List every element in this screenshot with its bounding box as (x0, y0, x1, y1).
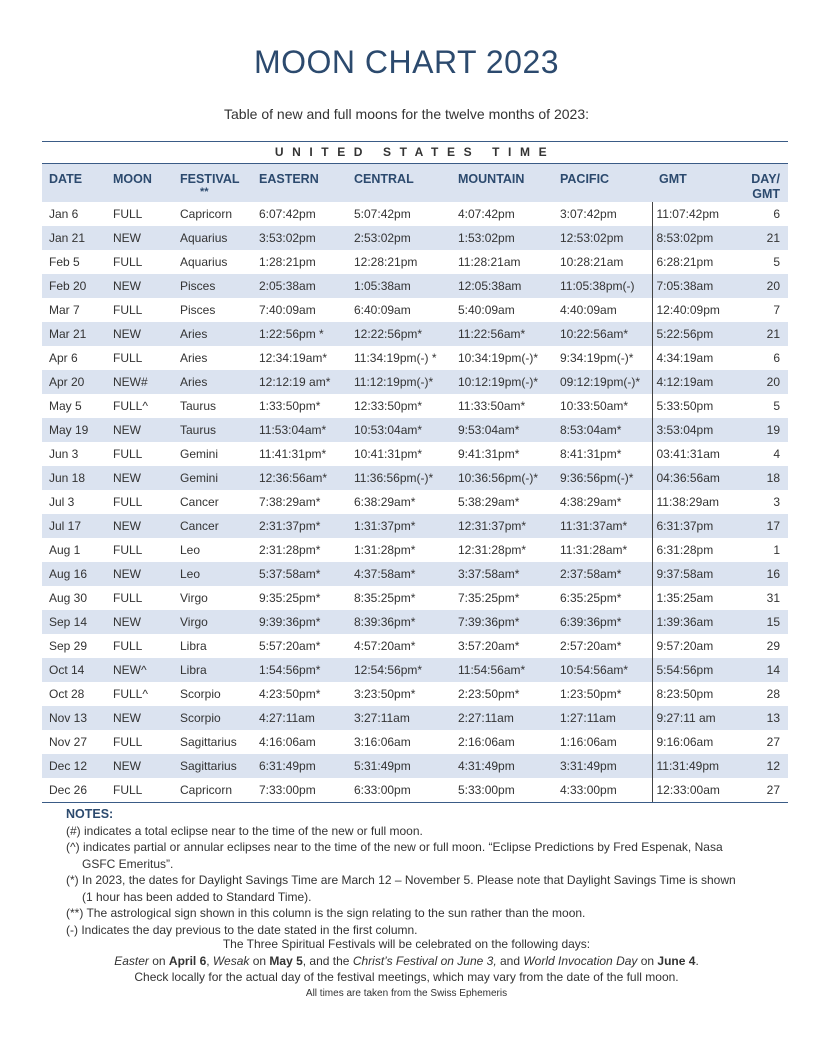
cell-pacific: 12:53:02pm (553, 226, 652, 250)
cell-eastern: 9:35:25pm* (259, 591, 321, 605)
cell-festival: Scorpio (180, 687, 221, 701)
cell-pacific: 3:31:49pm (553, 754, 652, 778)
cell-mountain: 9:53:04am* (451, 418, 553, 442)
header-gmt: GMT (652, 164, 742, 202)
cell-moon: FULL^ (113, 687, 148, 701)
cell-pacific: 11:05:38pm(-) (553, 274, 652, 298)
moon-table (42, 164, 788, 802)
cell-mountain: 10:34:19pm(-)* (458, 351, 539, 365)
cell-date: Mar 21 (42, 322, 106, 346)
cell-mountain: 2:27:11am (451, 706, 553, 730)
cell-mountain: 7:39:36pm* (451, 610, 553, 634)
cell-date: Sep 29 (49, 639, 88, 653)
cell-pacific: 4:38:29am* (560, 495, 622, 509)
cell-central: 12:54:56pm* (347, 658, 451, 682)
cell-moon: NEW (106, 754, 173, 778)
table-row (42, 610, 788, 634)
table-row (42, 586, 788, 610)
cell-gmt: 6:28:21pm (652, 250, 742, 274)
cell-pacific: 6:39:36pm* (553, 610, 652, 634)
table-header-row (42, 164, 788, 202)
cell-gmt: 8:23:50pm (652, 682, 742, 706)
cell-gmt: 6:31:28pm (652, 538, 742, 562)
cell-central: 12:22:56pm* (347, 322, 451, 346)
cell-gmt: 4:12:19am (652, 370, 742, 394)
note-astro-sign: (**) The astrological sign shown in this column is the sign relating to the sun rather than the moon. (66, 906, 586, 920)
cell-day: 27 (766, 735, 780, 749)
cell-mountain: 1:53:02pm (451, 226, 553, 250)
table-row (42, 250, 788, 274)
cell-date: Nov 13 (42, 706, 106, 730)
cell-pacific: 1:23:50pm* (560, 687, 622, 701)
cell-pacific: 1:27:11am (553, 706, 652, 730)
cell-pacific: 9:34:19pm(-)* (560, 351, 634, 365)
cell-central: 4:37:58am* (347, 562, 451, 586)
cell-day: 18 (742, 466, 788, 490)
cell-day: 5 (773, 255, 780, 269)
cell-gmt: 9:27:11 am (652, 706, 742, 730)
cell-date: May 5 (49, 399, 82, 413)
cell-day: 5 (773, 399, 780, 413)
cell-date: Feb 20 (42, 274, 106, 298)
cell-central: 11:34:19pm(-) * (354, 351, 437, 365)
cell-mountain: 5:38:29am* (458, 495, 520, 509)
cell-pacific: 6:35:25pm* (560, 591, 622, 605)
cell-date: Apr 6 (49, 351, 78, 365)
cell-central: 1:31:37pm* (347, 514, 451, 538)
cell-moon: NEW (106, 562, 173, 586)
cell-gmt: 5:22:56pm (652, 322, 742, 346)
table-row (42, 682, 788, 706)
cell-gmt: 03:41:31am (652, 442, 742, 466)
festivals-intro: The Three Spiritual Festivals will be celebrated on the following days: (222, 937, 591, 951)
table-row (42, 778, 788, 802)
cell-mountain: 2:16:06am (458, 735, 515, 749)
cell-central: 10:41:31pm* (354, 447, 423, 461)
cell-central: 12:33:50pm* (354, 399, 423, 413)
cell-mountain: 5:33:00pm (458, 783, 515, 797)
cell-eastern: 6:31:49pm (252, 754, 347, 778)
cell-festival: Capricorn (180, 207, 233, 221)
cell-pacific: 2:37:58am* (553, 562, 652, 586)
cell-mountain: 9:41:31pm* (458, 447, 520, 461)
cell-eastern: 11:53:04am* (252, 418, 347, 442)
cell-central: 1:05:38am (347, 274, 451, 298)
note-previous-day: (-) Indicates the day previous to the date stated in the first column. (66, 922, 418, 937)
cell-festival: Sagittarius (173, 754, 252, 778)
header-mountain: MOUNTAIN (451, 164, 553, 202)
cell-date: Aug 30 (49, 591, 88, 605)
cell-pacific: 10:33:50am* (560, 399, 629, 413)
cell-pacific: 10:22:56am* (553, 322, 652, 346)
table-row (42, 202, 788, 226)
cell-gmt: 9:57:20am (652, 634, 742, 658)
cell-gmt: 11:31:49pm (652, 754, 742, 778)
cell-day: 16 (742, 562, 788, 586)
cell-central: 8:35:25pm* (354, 591, 416, 605)
cell-day: 3 (773, 495, 780, 509)
table-row (42, 634, 788, 658)
table-row (42, 562, 788, 586)
festivals-dates: Easter on April 6, Wesak on May 5, and the Christ’s Festival on June 3, and World Invocation Day on June 4. (114, 954, 699, 968)
cell-festival: Aries (173, 322, 252, 346)
cell-date: Jun 3 (49, 447, 79, 461)
cell-gmt: 6:31:37pm (652, 514, 742, 538)
cell-gmt: 11:38:29am (652, 490, 742, 514)
cell-eastern: 7:38:29am* (259, 495, 321, 509)
table-row (42, 658, 788, 682)
cell-gmt: 7:05:38am (652, 274, 742, 298)
cell-eastern: 4:27:11am (252, 706, 347, 730)
cell-moon: NEW (106, 322, 173, 346)
cell-central: 3:27:11am (347, 706, 451, 730)
cell-gmt: 1:35:25am (652, 586, 742, 610)
cell-central: 5:07:42pm (354, 207, 411, 221)
cell-moon: NEW (106, 514, 173, 538)
cell-date: Apr 20 (42, 370, 106, 394)
cell-moon: FULL (113, 543, 143, 557)
cell-eastern: 7:33:00pm (259, 783, 316, 797)
cell-mountain: 7:35:25pm* (458, 591, 520, 605)
table-row (42, 514, 788, 538)
cell-gmt: 8:53:02pm (652, 226, 742, 250)
cell-central: 6:38:29am* (354, 495, 416, 509)
cell-pacific: 1:16:06am (560, 735, 617, 749)
note-dst: (*) In 2023, the dates for Daylight Savings Time are March 12 – November 5. Please note that Daylight Savings Time is shown (66, 873, 736, 887)
notes-heading: NOTES: (66, 807, 114, 821)
note-dst-cont: (1 hour has been added to Standard Time). (82, 889, 312, 904)
cell-moon: FULL (113, 735, 143, 749)
cell-festival: Virgo (180, 591, 208, 605)
cell-date: Aug 1 (49, 543, 81, 557)
cell-mountain: 11:28:21am (458, 255, 521, 269)
cell-central: 1:31:28pm* (354, 543, 416, 557)
cell-eastern: 9:39:36pm* (252, 610, 347, 634)
cell-day: 4 (773, 447, 780, 461)
cell-mountain: 3:57:20am* (458, 639, 520, 653)
cell-central: 12:28:21pm (354, 255, 418, 269)
cell-day: 28 (766, 687, 780, 701)
cell-festival: Leo (173, 562, 252, 586)
table-row (42, 394, 788, 418)
page-title: MOON CHART 2023 (253, 44, 560, 80)
cell-pacific: 4:40:09am (560, 303, 617, 317)
cell-day: 13 (742, 706, 788, 730)
cell-moon: NEW (106, 274, 173, 298)
moon-table-container (42, 141, 788, 803)
cell-pacific: 8:41:31pm* (560, 447, 622, 461)
cell-pacific: 10:54:56am* (553, 658, 652, 682)
cell-central: 6:40:09am (354, 303, 411, 317)
cell-date: Dec 26 (49, 783, 88, 797)
cell-festival: Aquarius (173, 226, 252, 250)
cell-moon: FULL (113, 207, 143, 221)
table-row (42, 298, 788, 322)
cell-gmt: 3:53:04pm (652, 418, 742, 442)
cell-day: 12 (742, 754, 788, 778)
table-row (42, 490, 788, 514)
table-row (42, 370, 788, 394)
cell-gmt: 12:33:00am (652, 778, 742, 802)
cell-eastern: 7:40:09am (259, 303, 316, 317)
cell-central: 5:31:49pm (347, 754, 451, 778)
header-central: CENTRAL (347, 164, 451, 202)
cell-date: Feb 5 (49, 255, 80, 269)
table-row (42, 418, 788, 442)
cell-eastern: 12:34:19am* (259, 351, 328, 365)
cell-moon: FULL^ (113, 399, 148, 413)
cell-day: 21 (742, 322, 788, 346)
cell-central: 3:23:50pm* (354, 687, 416, 701)
cell-eastern: 4:16:06am (259, 735, 316, 749)
cell-mountain: 11:22:56am* (451, 322, 553, 346)
header-date: DATE (42, 164, 106, 202)
cell-eastern: 2:31:37pm* (252, 514, 347, 538)
cell-moon: NEW (106, 418, 173, 442)
cell-eastern: 1:22:56pm * (252, 322, 347, 346)
cell-eastern: 2:31:28pm* (259, 543, 321, 557)
cell-pacific: 3:07:42pm (560, 207, 617, 221)
cell-festival: Pisces (173, 274, 252, 298)
table-body (42, 202, 788, 802)
cell-festival: Sagittarius (180, 735, 237, 749)
cell-moon: NEW (106, 610, 173, 634)
cell-mountain: 12:31:37pm* (451, 514, 553, 538)
cell-day: 6 (773, 351, 780, 365)
cell-eastern: 12:36:56am* (252, 466, 347, 490)
cell-festival: Aries (173, 370, 252, 394)
cell-gmt: 11:07:42pm (652, 202, 742, 226)
cell-eastern: 6:07:42pm (259, 207, 316, 221)
table-row (42, 226, 788, 250)
cell-gmt: 12:40:09pm (652, 298, 742, 322)
cell-moon: FULL (113, 351, 143, 365)
cell-pacific: 9:36:56pm(-)* (553, 466, 652, 490)
cell-date: Jan 6 (49, 207, 79, 221)
cell-festival: Gemini (180, 447, 219, 461)
cell-pacific: 2:57:20am* (560, 639, 622, 653)
cell-mountain: 4:31:49pm (451, 754, 553, 778)
header-moon: MOON (106, 164, 173, 202)
cell-mountain: 2:23:50pm* (458, 687, 520, 701)
cell-gmt: 1:39:36am (652, 610, 742, 634)
cell-day: 27 (766, 783, 780, 797)
cell-mountain: 11:54:56am* (451, 658, 553, 682)
cell-eastern: 5:57:20am* (259, 639, 321, 653)
cell-eastern: 4:23:50pm* (259, 687, 321, 701)
cell-date: Dec 12 (42, 754, 106, 778)
cell-central: 11:12:19pm(-)* (347, 370, 451, 394)
cell-day: 6 (773, 207, 780, 221)
cell-festival: Aries (180, 351, 208, 365)
cell-date: Oct 14 (42, 658, 106, 682)
notes-section (66, 806, 786, 938)
cell-eastern: 1:28:21pm (259, 255, 316, 269)
table-row (42, 322, 788, 346)
cell-moon: FULL (113, 495, 143, 509)
cell-eastern: 11:41:31pm* (259, 447, 327, 461)
cell-day: 15 (742, 610, 788, 634)
cell-mountain: 10:36:56pm(-)* (451, 466, 553, 490)
table-row (42, 706, 788, 730)
cell-date: Sep 14 (42, 610, 106, 634)
cell-mountain: 3:37:58am* (451, 562, 553, 586)
note-eclipse-partial: (^) indicates partial or annular eclipses near to the time of the new or full moon. “Eclipse Predictions by Fred Espenak, Nasa (66, 840, 723, 854)
header-festival: FESTIVAL ** (173, 164, 252, 202)
cell-moon: NEW (106, 226, 173, 250)
cell-gmt: 04:36:56am (652, 466, 742, 490)
cell-moon: FULL (113, 447, 143, 461)
cell-date: Aug 16 (42, 562, 106, 586)
cell-festival: Libra (180, 639, 207, 653)
festivals-check-locally: Check locally for the actual day of the festival meetings, which may vary from the date of the full moon. (134, 970, 679, 984)
cell-pacific: 11:31:37am* (553, 514, 652, 538)
cell-central: 6:33:00pm (354, 783, 411, 797)
cell-date: Jun 18 (42, 466, 106, 490)
cell-gmt: 9:37:58am (652, 562, 742, 586)
cell-moon: FULL (113, 591, 143, 605)
cell-day: 17 (742, 514, 788, 538)
cell-date: Jan 21 (42, 226, 106, 250)
table-row (42, 466, 788, 490)
united-states-time-band: UNITED STATES TIME (42, 141, 788, 164)
cell-date: May 19 (42, 418, 106, 442)
cell-mountain: 5:40:09am (458, 303, 515, 317)
cell-day: 31 (766, 591, 780, 605)
header-eastern: EASTERN (252, 164, 347, 202)
cell-pacific: 4:33:00pm (560, 783, 617, 797)
cell-festival: Gemini (173, 466, 252, 490)
table-row (42, 754, 788, 778)
cell-gmt: 5:54:56pm (652, 658, 742, 682)
cell-day: 7 (773, 303, 780, 317)
cell-eastern: 1:54:56pm* (252, 658, 347, 682)
cell-gmt: 9:16:06am (652, 730, 742, 754)
table-row (42, 274, 788, 298)
table-row (42, 346, 788, 370)
cell-pacific: 09:12:19pm(-)* (553, 370, 652, 394)
cell-central: 3:16:06am (354, 735, 411, 749)
cell-moon: NEW# (106, 370, 173, 394)
cell-date: Jul 3 (49, 495, 75, 509)
cell-central: 11:36:56pm(-)* (347, 466, 451, 490)
ephemeris-source: All times are taken from the Swiss Ephemeris (305, 988, 508, 999)
cell-moon: FULL (113, 303, 143, 317)
cell-day: 19 (742, 418, 788, 442)
cell-mountain: 12:05:38am (451, 274, 553, 298)
cell-eastern: 3:53:02pm (252, 226, 347, 250)
cell-pacific: 10:28:21am (560, 255, 624, 269)
cell-moon: FULL (113, 639, 143, 653)
table-bottom-rule (42, 802, 788, 803)
cell-pacific: 11:31:28am* (560, 543, 628, 557)
note-eclipse-partial-cont: GSFC Emeritus”. (82, 856, 174, 871)
header-pacific: PACIFIC (553, 164, 652, 202)
cell-festival: Scorpio (173, 706, 252, 730)
page-subtitle: Table of new and full moons for the twelve months of 2023: (224, 106, 589, 122)
cell-date: Jul 17 (42, 514, 106, 538)
cell-gmt: 4:34:19am (652, 346, 742, 370)
cell-mountain: 11:33:50am* (458, 399, 526, 413)
cell-central: 10:53:04am* (347, 418, 451, 442)
festival-stars: ** (200, 186, 209, 198)
cell-moon: NEW^ (106, 658, 173, 682)
note-eclipse-total: (#) indicates a total eclipse near to the time of the new or full moon. (66, 823, 423, 838)
cell-festival: Pisces (180, 303, 216, 317)
table-row (42, 442, 788, 466)
cell-moon: FULL (113, 255, 143, 269)
table-row (42, 538, 788, 562)
cell-central: 2:53:02pm (347, 226, 451, 250)
cell-date: Mar 7 (49, 303, 80, 317)
cell-festival: Virgo (173, 610, 252, 634)
cell-moon: FULL (113, 783, 143, 797)
cell-festival: Capricorn (180, 783, 233, 797)
header-day-gmt: DAY/ GMT (742, 164, 788, 202)
cell-day: 21 (742, 226, 788, 250)
cell-festival: Cancer (180, 495, 219, 509)
cell-mountain: 12:31:28pm* (458, 543, 527, 557)
cell-moon: NEW (106, 466, 173, 490)
cell-festival: Taurus (180, 399, 217, 413)
cell-mountain: 10:12:19pm(-)* (451, 370, 553, 394)
cell-festival: Taurus (173, 418, 252, 442)
cell-date: Nov 27 (49, 735, 88, 749)
cell-gmt: 5:33:50pm (652, 394, 742, 418)
cell-festival: Aquarius (180, 255, 228, 269)
cell-eastern: 5:37:58am* (252, 562, 347, 586)
cell-date: Oct 28 (49, 687, 85, 701)
cell-festival: Leo (180, 543, 201, 557)
cell-eastern: 12:12:19 am* (252, 370, 347, 394)
cell-day: 20 (742, 274, 788, 298)
table-row (42, 730, 788, 754)
cell-day: 14 (742, 658, 788, 682)
cell-festival: Libra (173, 658, 252, 682)
cell-festival: Cancer (173, 514, 252, 538)
cell-eastern: 2:05:38am (252, 274, 347, 298)
cell-day: 1 (773, 543, 780, 557)
cell-central: 4:57:20am* (354, 639, 416, 653)
cell-central: 8:39:36pm* (347, 610, 451, 634)
cell-pacific: 8:53:04am* (553, 418, 652, 442)
cell-moon: NEW (106, 706, 173, 730)
cell-day: 29 (766, 639, 780, 653)
cell-day: 20 (742, 370, 788, 394)
cell-eastern: 1:33:50pm* (259, 399, 321, 413)
cell-mountain: 4:07:42pm (458, 207, 515, 221)
